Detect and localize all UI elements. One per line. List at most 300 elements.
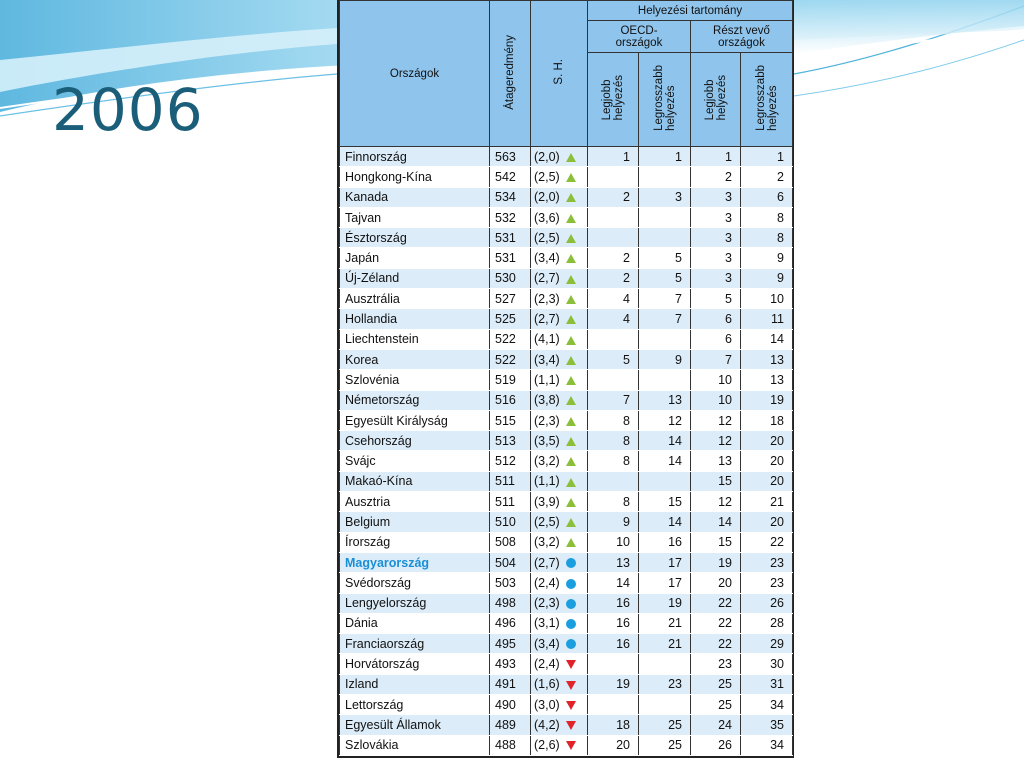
all-worst-cell: 35	[741, 715, 793, 735]
triangle-up-icon	[566, 376, 576, 385]
all-best-cell: 15	[691, 471, 741, 491]
score-cell: 511	[490, 492, 531, 512]
score-cell: 495	[490, 634, 531, 654]
score-cell: 522	[490, 349, 531, 369]
all-worst-cell: 26	[741, 593, 793, 613]
oecd-best-cell	[588, 228, 639, 248]
table-row	[340, 471, 793, 491]
se-value: (2,4)	[534, 657, 560, 672]
table-row	[340, 695, 793, 715]
score-cell: 522	[490, 329, 531, 349]
score-cell: 531	[490, 228, 531, 248]
table-row	[340, 207, 793, 227]
country-cell: Hollandia	[340, 309, 490, 329]
oecd-worst-cell	[639, 471, 691, 491]
table-row	[340, 309, 793, 329]
country-cell: Tajvan	[340, 207, 490, 227]
all-worst-cell: 31	[741, 674, 793, 694]
oecd-best-cell: 1	[588, 147, 639, 167]
oecd-best-cell: 16	[588, 593, 639, 613]
score-cell: 525	[490, 309, 531, 329]
all-best-cell: 13	[691, 451, 741, 471]
triangle-down-icon	[566, 741, 576, 750]
oecd-best-cell: 4	[588, 289, 639, 309]
score-cell: 510	[490, 512, 531, 532]
all-best-cell: 25	[691, 695, 741, 715]
all-worst-cell: 21	[741, 492, 793, 512]
se-value: (3,9)	[534, 494, 560, 509]
all-best-cell: 6	[691, 309, 741, 329]
oecd-best-cell: 8	[588, 431, 639, 451]
triangle-up-icon	[566, 437, 576, 446]
oecd-best-cell: 8	[588, 492, 639, 512]
oecd-best-cell: 13	[588, 552, 639, 572]
se-cell	[531, 512, 588, 532]
all-worst-cell: 9	[741, 268, 793, 288]
se-value: (2,5)	[534, 230, 560, 245]
score-cell: 515	[490, 410, 531, 430]
country-cell: Ausztria	[340, 492, 490, 512]
se-value: (2,0)	[534, 190, 560, 205]
country-cell: Egyesült Királyság	[340, 410, 490, 430]
oecd-best-cell: 9	[588, 512, 639, 532]
oecd-worst-cell: 5	[639, 248, 691, 268]
se-cell	[531, 207, 588, 227]
oecd-best-cell	[588, 654, 639, 674]
se-cell	[531, 329, 588, 349]
triangle-down-icon	[566, 701, 576, 710]
oecd-best-cell: 7	[588, 390, 639, 410]
score-cell: 490	[490, 695, 531, 715]
header-se	[531, 1, 588, 147]
all-best-cell: 19	[691, 552, 741, 572]
table-row	[340, 573, 793, 593]
table-row	[340, 634, 793, 654]
score-cell: 503	[490, 573, 531, 593]
country-cell: Belgium	[340, 512, 490, 532]
table-row	[340, 735, 793, 755]
country-cell: Svédország	[340, 573, 490, 593]
triangle-up-icon	[566, 417, 576, 426]
table-body	[340, 147, 793, 756]
oecd-worst-cell	[639, 654, 691, 674]
header-oecd-best	[588, 53, 639, 147]
oecd-best-cell	[588, 370, 639, 390]
score-cell: 519	[490, 370, 531, 390]
all-worst-cell: 20	[741, 512, 793, 532]
se-value: (3,4)	[534, 636, 560, 651]
header-score-label: Átageredmény	[504, 34, 516, 110]
oecd-worst-cell: 3	[639, 187, 691, 207]
se-value: (3,4)	[534, 352, 560, 367]
triangle-up-icon	[566, 193, 576, 202]
oecd-worst-cell: 12	[639, 410, 691, 430]
triangle-up-icon	[566, 356, 576, 365]
table-row	[340, 674, 793, 694]
all-best-cell: 12	[691, 492, 741, 512]
table-row	[340, 613, 793, 633]
country-cell: Franciaország	[340, 634, 490, 654]
score-cell: 530	[490, 268, 531, 288]
table-row	[340, 370, 793, 390]
triangle-up-icon	[566, 396, 576, 405]
header-oecd: OECD- országok	[588, 21, 691, 53]
score-cell: 488	[490, 735, 531, 755]
score-cell: 513	[490, 431, 531, 451]
all-best-cell: 3	[691, 248, 741, 268]
triangle-up-icon	[566, 275, 576, 284]
se-value: (2,4)	[534, 575, 560, 590]
oecd-worst-cell: 25	[639, 715, 691, 735]
circle-icon	[566, 639, 576, 649]
header-all-worst-label: Legrosszabb helyezés	[754, 65, 779, 131]
se-cell	[531, 228, 588, 248]
table-row	[340, 715, 793, 735]
se-cell	[531, 187, 588, 207]
score-cell: 489	[490, 715, 531, 735]
se-cell	[531, 613, 588, 633]
se-cell	[531, 492, 588, 512]
se-cell	[531, 695, 588, 715]
oecd-best-cell: 16	[588, 613, 639, 633]
country-cell: Dánia	[340, 613, 490, 633]
se-value: (3,5)	[534, 433, 560, 448]
score-cell: 511	[490, 471, 531, 491]
table-row	[340, 329, 793, 349]
se-value: (4,2)	[534, 717, 560, 732]
table-row	[340, 289, 793, 309]
all-best-cell: 3	[691, 228, 741, 248]
triangle-up-icon	[566, 336, 576, 345]
se-value: (2,7)	[534, 312, 560, 327]
table-row	[340, 228, 793, 248]
table-row	[340, 410, 793, 430]
table-row	[340, 167, 793, 187]
se-value: (1,1)	[534, 372, 560, 387]
oecd-best-cell: 20	[588, 735, 639, 755]
table-row	[340, 512, 793, 532]
se-cell	[531, 532, 588, 552]
oecd-worst-cell: 16	[639, 532, 691, 552]
oecd-worst-cell	[639, 695, 691, 715]
se-value: (2,3)	[534, 413, 560, 428]
all-best-cell: 5	[691, 289, 741, 309]
all-best-cell: 3	[691, 268, 741, 288]
all-worst-cell: 18	[741, 410, 793, 430]
all-worst-cell: 20	[741, 451, 793, 471]
score-cell: 512	[490, 451, 531, 471]
se-value: (2,5)	[534, 514, 560, 529]
triangle-up-icon	[566, 173, 576, 182]
oecd-worst-cell: 1	[639, 147, 691, 167]
all-best-cell: 7	[691, 349, 741, 369]
country-cell: Hongkong-Kína	[340, 167, 490, 187]
header-score	[490, 1, 531, 147]
se-value: (3,6)	[534, 210, 560, 225]
oecd-best-cell: 19	[588, 674, 639, 694]
all-best-cell: 10	[691, 370, 741, 390]
oecd-best-cell	[588, 471, 639, 491]
se-value: (2,3)	[534, 596, 560, 611]
oecd-best-cell: 8	[588, 410, 639, 430]
country-cell: Egyesült Államok	[340, 715, 490, 735]
all-worst-cell: 20	[741, 471, 793, 491]
all-worst-cell: 22	[741, 532, 793, 552]
header-oecd-best-label: Legjobb helyezés	[601, 75, 625, 121]
se-cell	[531, 451, 588, 471]
all-worst-cell: 30	[741, 654, 793, 674]
all-best-cell: 24	[691, 715, 741, 735]
circle-icon	[566, 599, 576, 609]
country-cell: Lettország	[340, 695, 490, 715]
se-cell	[531, 167, 588, 187]
all-worst-cell: 6	[741, 187, 793, 207]
oecd-best-cell: 2	[588, 248, 639, 268]
oecd-worst-cell: 7	[639, 309, 691, 329]
se-value: (1,6)	[534, 677, 560, 692]
all-worst-cell: 10	[741, 289, 793, 309]
country-cell: Szlovákia	[340, 735, 490, 755]
se-value: (3,0)	[534, 697, 560, 712]
all-worst-cell: 14	[741, 329, 793, 349]
header-oecd-worst	[639, 53, 691, 147]
all-best-cell: 3	[691, 187, 741, 207]
all-best-cell: 22	[691, 634, 741, 654]
se-cell	[531, 552, 588, 572]
oecd-best-cell	[588, 695, 639, 715]
all-worst-cell: 9	[741, 248, 793, 268]
triangle-up-icon	[566, 315, 576, 324]
all-best-cell: 20	[691, 573, 741, 593]
score-cell: 516	[490, 390, 531, 410]
score-cell: 527	[490, 289, 531, 309]
triangle-up-icon	[566, 153, 576, 162]
triangle-down-icon	[566, 660, 576, 669]
oecd-best-cell: 8	[588, 451, 639, 471]
all-best-cell: 25	[691, 674, 741, 694]
circle-icon	[566, 619, 576, 629]
oecd-worst-cell	[639, 207, 691, 227]
se-cell	[531, 349, 588, 369]
header-participants: Részt vevő országok	[691, 21, 793, 53]
all-best-cell: 23	[691, 654, 741, 674]
table-row	[340, 451, 793, 471]
oecd-best-cell: 18	[588, 715, 639, 735]
header-all-best	[691, 53, 741, 147]
all-best-cell: 12	[691, 410, 741, 430]
oecd-worst-cell: 17	[639, 552, 691, 572]
triangle-up-icon	[566, 295, 576, 304]
country-cell: Németország	[340, 390, 490, 410]
se-cell	[531, 431, 588, 451]
score-cell: 496	[490, 613, 531, 633]
oecd-worst-cell: 14	[639, 451, 691, 471]
country-cell: Liechtenstein	[340, 329, 490, 349]
country-cell: Csehország	[340, 431, 490, 451]
ranking-table	[339, 0, 793, 756]
oecd-worst-cell: 21	[639, 634, 691, 654]
triangle-down-icon	[566, 721, 576, 730]
oecd-best-cell	[588, 329, 639, 349]
se-value: (2,3)	[534, 291, 560, 306]
table-row	[340, 268, 793, 288]
all-best-cell: 22	[691, 613, 741, 633]
country-cell: Finnország	[340, 147, 490, 167]
oecd-best-cell	[588, 167, 639, 187]
table-row	[340, 147, 793, 167]
se-value: (3,2)	[534, 454, 560, 469]
country-cell: Új-Zéland	[340, 268, 490, 288]
oecd-worst-cell	[639, 370, 691, 390]
header-oecd-worst-label: Legrosszabb helyezés	[652, 65, 677, 131]
oecd-worst-cell: 15	[639, 492, 691, 512]
triangle-down-icon	[566, 681, 576, 690]
country-cell: Makaó-Kína	[340, 471, 490, 491]
score-cell: 534	[490, 187, 531, 207]
table-row	[340, 492, 793, 512]
se-cell	[531, 370, 588, 390]
se-value: (2,6)	[534, 738, 560, 753]
oecd-best-cell: 14	[588, 573, 639, 593]
triangle-up-icon	[566, 457, 576, 466]
circle-icon	[566, 558, 576, 568]
all-worst-cell: 13	[741, 370, 793, 390]
se-cell	[531, 248, 588, 268]
table-row	[340, 654, 793, 674]
header-se-label: S. H.	[553, 59, 565, 85]
table-row	[340, 349, 793, 369]
se-cell	[531, 147, 588, 167]
all-best-cell: 15	[691, 532, 741, 552]
se-value: (1,1)	[534, 474, 560, 489]
all-worst-cell: 8	[741, 207, 793, 227]
score-cell: 498	[490, 593, 531, 613]
table-row	[340, 390, 793, 410]
se-cell	[531, 573, 588, 593]
country-cell: Lengyelország	[340, 593, 490, 613]
score-cell: 493	[490, 654, 531, 674]
oecd-worst-cell	[639, 228, 691, 248]
se-cell	[531, 390, 588, 410]
oecd-best-cell: 16	[588, 634, 639, 654]
all-worst-cell: 34	[741, 695, 793, 715]
se-cell	[531, 410, 588, 430]
country-cell: Korea	[340, 349, 490, 369]
oecd-worst-cell	[639, 329, 691, 349]
se-value: (3,8)	[534, 393, 560, 408]
oecd-worst-cell: 19	[639, 593, 691, 613]
score-cell: 508	[490, 532, 531, 552]
se-cell	[531, 674, 588, 694]
all-best-cell: 6	[691, 329, 741, 349]
table-row	[340, 248, 793, 268]
oecd-worst-cell: 17	[639, 573, 691, 593]
oecd-worst-cell: 21	[639, 613, 691, 633]
header-range: Helyezési tartomány	[588, 1, 793, 21]
all-worst-cell: 34	[741, 735, 793, 755]
se-value: (2,7)	[534, 555, 560, 570]
triangle-up-icon	[566, 234, 576, 243]
all-best-cell: 26	[691, 735, 741, 755]
oecd-best-cell: 10	[588, 532, 639, 552]
country-cell: Izland	[340, 674, 490, 694]
table-row	[340, 431, 793, 451]
se-cell	[531, 735, 588, 755]
country-cell: Ausztrália	[340, 289, 490, 309]
se-value: (3,1)	[534, 616, 560, 631]
all-best-cell: 2	[691, 167, 741, 187]
country-cell: Kanada	[340, 187, 490, 207]
se-cell	[531, 471, 588, 491]
se-cell	[531, 309, 588, 329]
all-worst-cell: 19	[741, 390, 793, 410]
all-worst-cell: 23	[741, 552, 793, 572]
oecd-worst-cell: 25	[639, 735, 691, 755]
ranking-table-container	[337, 0, 794, 758]
all-worst-cell: 23	[741, 573, 793, 593]
circle-icon	[566, 579, 576, 589]
se-value: (3,2)	[534, 535, 560, 550]
se-value: (2,5)	[534, 169, 560, 184]
oecd-worst-cell: 9	[639, 349, 691, 369]
se-cell	[531, 715, 588, 735]
all-worst-cell: 13	[741, 349, 793, 369]
country-cell: Észtország	[340, 228, 490, 248]
se-cell	[531, 268, 588, 288]
country-cell: Horvátország	[340, 654, 490, 674]
score-cell: 491	[490, 674, 531, 694]
triangle-up-icon	[566, 254, 576, 263]
score-cell: 504	[490, 552, 531, 572]
oecd-worst-cell: 14	[639, 512, 691, 532]
score-cell: 531	[490, 248, 531, 268]
triangle-up-icon	[566, 478, 576, 487]
table-row	[340, 593, 793, 613]
all-best-cell: 14	[691, 512, 741, 532]
oecd-worst-cell: 14	[639, 431, 691, 451]
country-cell: Írország	[340, 532, 490, 552]
se-value: (2,0)	[534, 149, 560, 164]
table-row	[340, 187, 793, 207]
all-best-cell: 10	[691, 390, 741, 410]
header-all-worst	[741, 53, 793, 147]
oecd-best-cell: 5	[588, 349, 639, 369]
country-cell: Svájc	[340, 451, 490, 471]
triangle-up-icon	[566, 214, 576, 223]
triangle-up-icon	[566, 518, 576, 527]
all-best-cell: 12	[691, 431, 741, 451]
se-value: (3,4)	[534, 251, 560, 266]
table-row	[340, 532, 793, 552]
oecd-worst-cell: 23	[639, 674, 691, 694]
triangle-up-icon	[566, 498, 576, 507]
triangle-up-icon	[566, 538, 576, 547]
country-cell: Szlovénia	[340, 370, 490, 390]
header-country: Országok	[340, 1, 490, 147]
country-cell: Magyarország	[340, 552, 490, 572]
slide-title: 2006	[52, 76, 204, 144]
all-worst-cell: 8	[741, 228, 793, 248]
all-worst-cell: 1	[741, 147, 793, 167]
oecd-best-cell: 2	[588, 187, 639, 207]
country-cell: Japán	[340, 248, 490, 268]
oecd-best-cell: 2	[588, 268, 639, 288]
score-cell: 563	[490, 147, 531, 167]
oecd-best-cell	[588, 207, 639, 227]
all-worst-cell: 2	[741, 167, 793, 187]
all-best-cell: 3	[691, 207, 741, 227]
se-value: (4,1)	[534, 332, 560, 347]
